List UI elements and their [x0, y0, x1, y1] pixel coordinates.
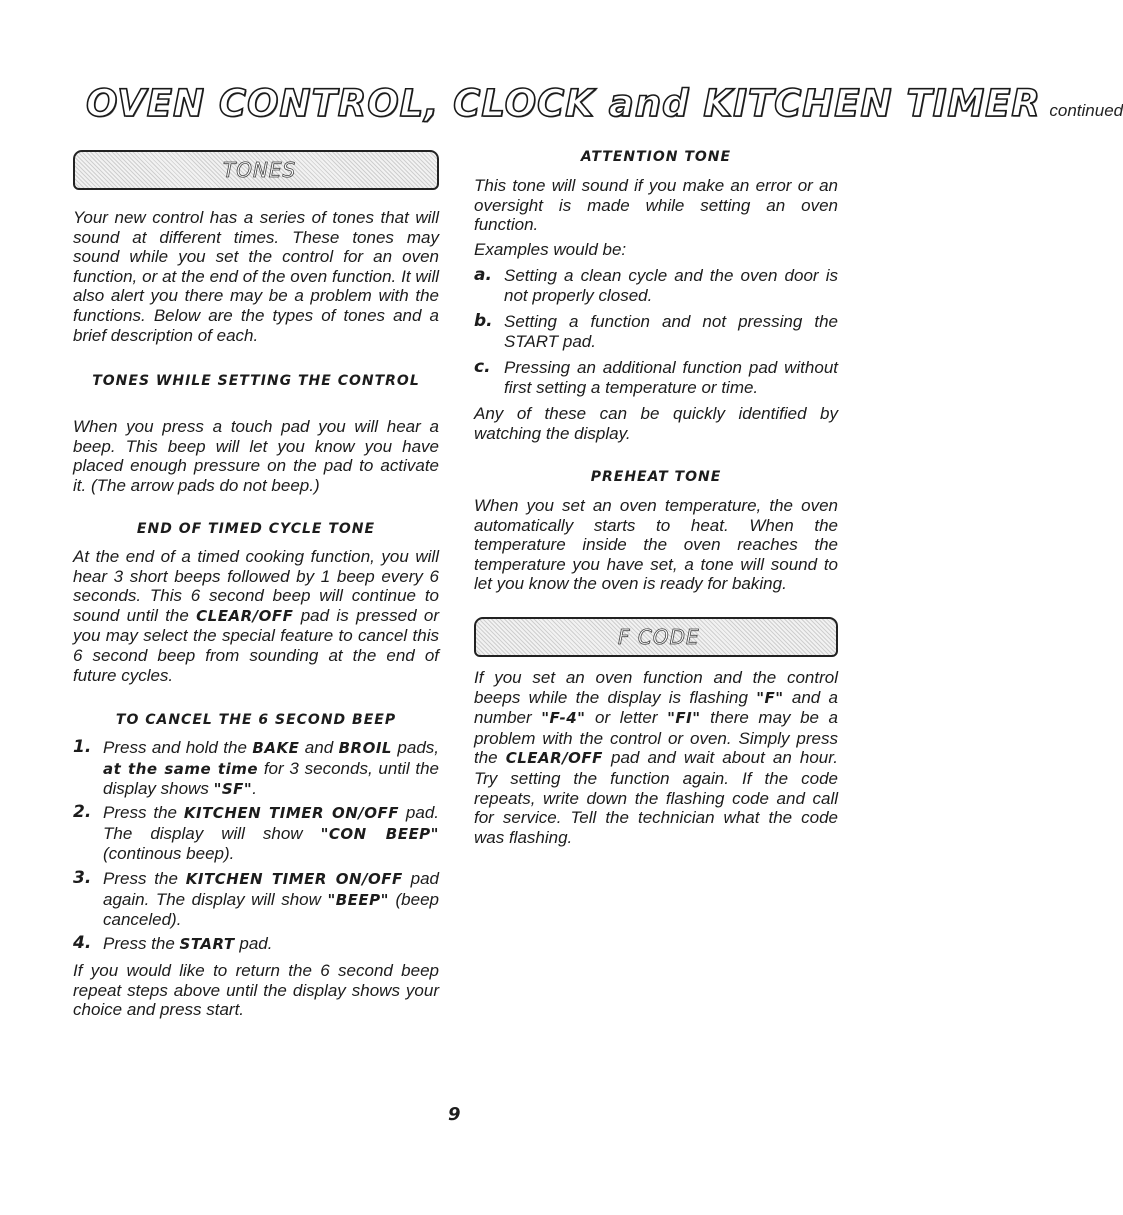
step-text-part: Press the	[103, 869, 186, 888]
fcode-text	[474, 668, 838, 847]
step-number: 3.	[73, 868, 92, 888]
step-text-part: pad. The display will show	[103, 803, 439, 843]
fcode-text-part: If you set an oven function and the control beeps while the display is flashing	[474, 668, 838, 707]
step-text-part: pads,	[391, 738, 440, 757]
step-bold: "CON BEEP"	[320, 824, 439, 843]
step-bold: KITCHEN TIMER ON/OFF	[183, 804, 400, 822]
example-letter: b.	[474, 311, 493, 331]
step-item	[73, 738, 439, 800]
attention-text: This tone will sound if you make an error or an oversight is made while setting an oven function.	[474, 176, 838, 235]
fcode-text-part: or letter	[585, 708, 668, 728]
step-text	[73, 934, 439, 955]
step-text	[73, 869, 439, 930]
step-item	[73, 934, 439, 955]
tones-banner	[73, 150, 439, 190]
clear-off-label: CLEAR/OFF	[196, 606, 294, 625]
example-item	[474, 312, 838, 351]
example-letter: c.	[474, 357, 491, 377]
fcode-banner-label: F CODE	[618, 625, 700, 649]
step-text-part: pad again. The display will show	[103, 869, 439, 909]
example-item	[474, 266, 838, 305]
page-title	[86, 82, 1123, 125]
fcode-text-part: and a number	[474, 687, 839, 728]
step-text-part: for 3 seconds, until the display shows	[103, 758, 439, 799]
page-title-suffix: continued	[1049, 101, 1123, 120]
step-number: 1.	[73, 737, 92, 757]
end-text-part: pad is pressed or you may select the special feature to cancel this 6 second beep from sounding at the end of future cycles.	[73, 605, 439, 685]
tones-intro: Your new control has a series of tones that will sound at different times. These tones may sound while you set the control for an oven function, or at the end of the oven function. It will also alert you there may be a problem with the functions. Below are the types of tones and a brief description of each.	[73, 208, 439, 345]
attention-heading: ATTENTION TONE	[580, 149, 732, 165]
step-text-part: and	[299, 738, 339, 757]
step-text-part: Press the	[103, 803, 184, 822]
page-number: 9	[448, 1104, 461, 1125]
setting-heading: TONES WHILE SETTING THE CONTROL	[92, 373, 420, 389]
step-bold: BROIL	[338, 739, 392, 757]
cancel-beep-heading: TO CANCEL THE 6 SECOND BEEP	[115, 712, 397, 728]
fcode-bold: "FI"	[667, 709, 701, 728]
tones-banner-label: TONES	[223, 158, 297, 182]
example-item	[474, 358, 838, 397]
step-bold: at the same time	[103, 759, 259, 778]
fcode-banner	[474, 617, 838, 657]
step-text-part: (continous beep).	[103, 844, 235, 864]
end-text-part: At the end of a timed cooking function, you will hear 3 short beeps followed by 1 beep every 6 seconds. This 6 second beep will continue to sound until the	[73, 547, 439, 625]
fcode-bold: "F-4"	[541, 709, 586, 728]
step-text-part: .	[252, 779, 257, 799]
end-of-cycle-heading: END OF TIMED CYCLE TONE	[136, 521, 376, 537]
fcode-text-part: there may be a problem with the control or oven. Simply press the	[474, 708, 838, 768]
step-text-part: Press the	[103, 934, 180, 953]
fcode-bold: "F"	[756, 688, 784, 707]
page-title-main: OVEN CONTROL, CLOCK and KITCHEN TIMER	[86, 82, 1041, 125]
identify-text: Any of these can be quickly identified by watching the display.	[474, 404, 838, 443]
step-bold: KITCHEN TIMER ON/OFF	[185, 870, 403, 888]
example-text: Pressing an additional function pad without first setting a temperature or time.	[504, 358, 838, 397]
preheat-heading: PREHEAT TONE	[590, 469, 722, 485]
examples-label: Examples would be:	[474, 240, 627, 259]
preheat-text: When you set an oven temperature, the oven automatically starts to heat. When the temperature inside the oven reaches the temperature you have set, a tone will sound to let you know the oven is ready for baking.	[474, 496, 838, 594]
step-bold: BAKE	[252, 739, 300, 757]
example-letter: a.	[474, 265, 492, 285]
example-text: Setting a function and not pressing the START pad.	[504, 312, 838, 351]
step-text-part: (beep canceled).	[103, 889, 439, 930]
example-text: Setting a clean cycle and the oven door is not properly closed.	[504, 266, 838, 305]
step-bold: START	[179, 935, 235, 953]
step-text	[73, 803, 439, 864]
fcode-text-part: pad and wait about an hour. Try setting the function again. If the code repeats, write down the flashing code and call for service. Tell the technician what the code was flashing.	[474, 748, 838, 847]
step-item	[73, 869, 439, 930]
step-text-part: Press and hold the	[103, 738, 253, 757]
step-text	[73, 738, 439, 800]
step-item	[73, 803, 439, 864]
setting-text: When you press a touch pad you will hear a beep. This beep will let you know you have placed enough pressure on the pad to activate it. (The arrow pads do not beep.)	[73, 417, 439, 495]
step-number: 4.	[73, 933, 92, 953]
step-bold: "SF"	[213, 780, 253, 799]
step-number: 2.	[73, 802, 92, 822]
fcode-bold: CLEAR/OFF	[505, 749, 603, 768]
step-text-part: pad.	[234, 934, 273, 953]
step-bold: "BEEP"	[327, 890, 389, 909]
end-of-cycle-text	[73, 547, 439, 685]
closing-text: If you would like to return the 6 second beep repeat steps above until the display shows your choice and press start.	[73, 961, 439, 1020]
